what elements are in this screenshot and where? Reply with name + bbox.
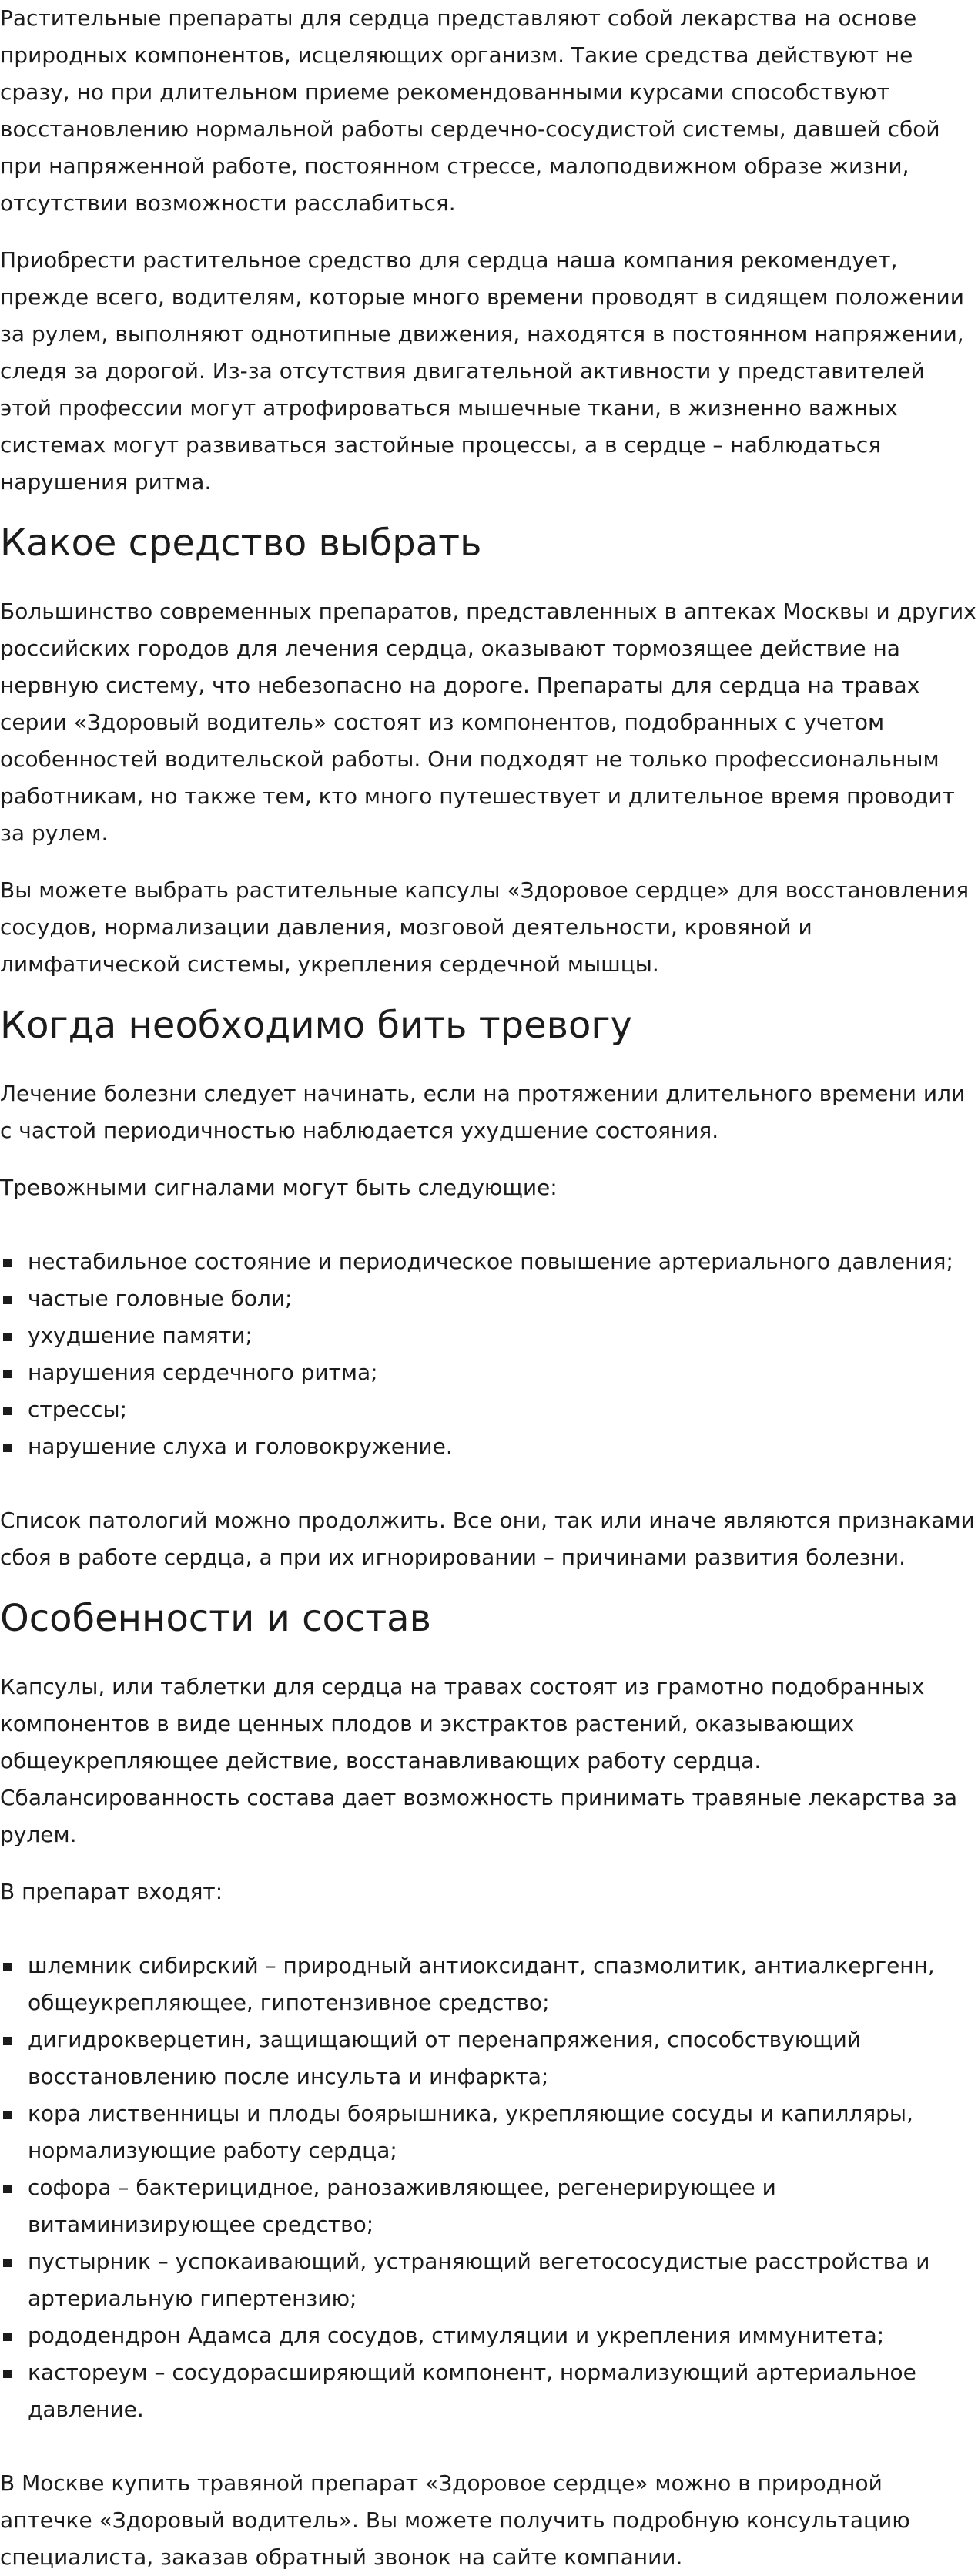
list-item: стрессы;	[0, 1391, 978, 1428]
section-paragraph: Капсулы, или таблетки для сердца на травах состоят из грамотно подобранных компонентов в виде ценных плодов и экстрактов растений, оказывающих общеукрепляющее действие, восстанавливающих работу сердца. Сбалансированность состава дает возможность принимать травяные лекарства за рулем.	[0, 1674, 957, 1847]
list-item: ухудшение памяти;	[0, 1317, 978, 1354]
list-item: кастореум – сосудорасширяющий компонент, нормализующий артериальное давление.	[0, 2354, 978, 2428]
list-item: дигидрокверцетин, защищающий от перенапряжения, способствующий восстановлению после инсульта и инфаркта;	[0, 2021, 978, 2095]
closing-paragraph: В Москве купить травяной препарат «Здоровое сердце» можно в природной аптечке «Здоровый водитель». Вы можете получить подробную консультацию специалиста, заказав обратный звонок на сайте компании.	[0, 2470, 910, 2570]
section-paragraph: Список патологий можно продолжить. Все они, так или иначе являются признаками сбоя в работе сердца, а при их игнорировании – причинами развития болезни.	[0, 1508, 975, 1570]
symptoms-list	[0, 1243, 978, 1465]
list-item: нарушение слуха и головокружение.	[0, 1428, 978, 1465]
intro-paragraph: Приобрести растительное средство для сердца наша компания рекомендует, прежде всего, водителям, которые много времени проводят в сидящем положении за рулем, выполняют однотипные движения, находятся в постоянном напряжении, следя за дорогой. Из-за отсутствия двигательной активности у представителей этой профессии могут атрофироваться мышечные ткани, в жизненно важных системах могут развиваться застойные процессы, а в сердце – наблюдаться нарушения ритма.	[0, 247, 964, 495]
list-item: нарушения сердечного ритма;	[0, 1354, 978, 1391]
list-item: кора лиственницы и плоды боярышника, укрепляющие сосуды и капилляры, нормализующие работу сердца;	[0, 2095, 978, 2169]
ingredients-list	[0, 1947, 978, 2428]
section-paragraph: В препарат входят:	[0, 1879, 223, 1904]
section-heading-alarm: Когда необходимо бить тревогу	[0, 1004, 632, 1047]
section-paragraph: Большинство современных препаратов, представленных в аптеках Москвы и других российских городов для лечения сердца, оказывают тормозящее действие на нервную систему, что небезопасно на дороге. Препараты для сердца на травах серии «Здоровый водитель» состоят из компонентов, подобранных с учетом особенностей водительской работы. Они подходят не только профессиональным работникам, но также тем, кто много путешествует и длительное время проводит за рулем.	[0, 599, 976, 846]
section-heading-choose: Какое средство выбрать	[0, 522, 482, 565]
list-item: софора – бактерицидное, ранозаживляющее, регенерирующее и витаминизирующее средство;	[0, 2169, 978, 2243]
section-heading-composition: Особенности и состав	[0, 1597, 431, 1640]
list-item: пустырник – успокаивающий, устраняющий вегетососудистые расстройства и артериальную гипертензию;	[0, 2243, 978, 2317]
list-item: шлемник сибирский – природный антиоксидант, спазмолитик, антиалкергенн, общеукрепляющее, гипотензивное средство;	[0, 1947, 978, 2021]
list-item: рододендрон Адамса для сосудов, стимуляции и укрепления иммунитета;	[0, 2317, 978, 2354]
intro-paragraph: Растительные препараты для сердца представляют собой лекарства на основе природных компонентов, исцеляющих организм. Такие средства действуют не сразу, но при длительном приеме рекомендованными курсами способствуют восстановлению нормальной работы сердечно-сосудистой системы, давшей сбой при напряженной работе, постоянном стрессе, малоподвижном образе жизни, отсутствии возможности расслабиться.	[0, 5, 940, 216]
list-item: нестабильное состояние и периодическое повышение артериального давления;	[0, 1243, 978, 1280]
section-paragraph: Лечение болезни следует начинать, если на протяжении длительного времени или с частой периодичностью наблюдается ухудшение состояния.	[0, 1081, 966, 1143]
list-item: частые головные боли;	[0, 1280, 978, 1317]
section-paragraph: Тревожными сигналами могут быть следующие:	[0, 1175, 558, 1200]
section-paragraph: Вы можете выбрать растительные капсулы «Здоровое сердце» для восстановления сосудов, нормализации давления, мозговой деятельности, кровяной и лимфатической системы, укрепления сердечной мышцы.	[0, 877, 970, 977]
